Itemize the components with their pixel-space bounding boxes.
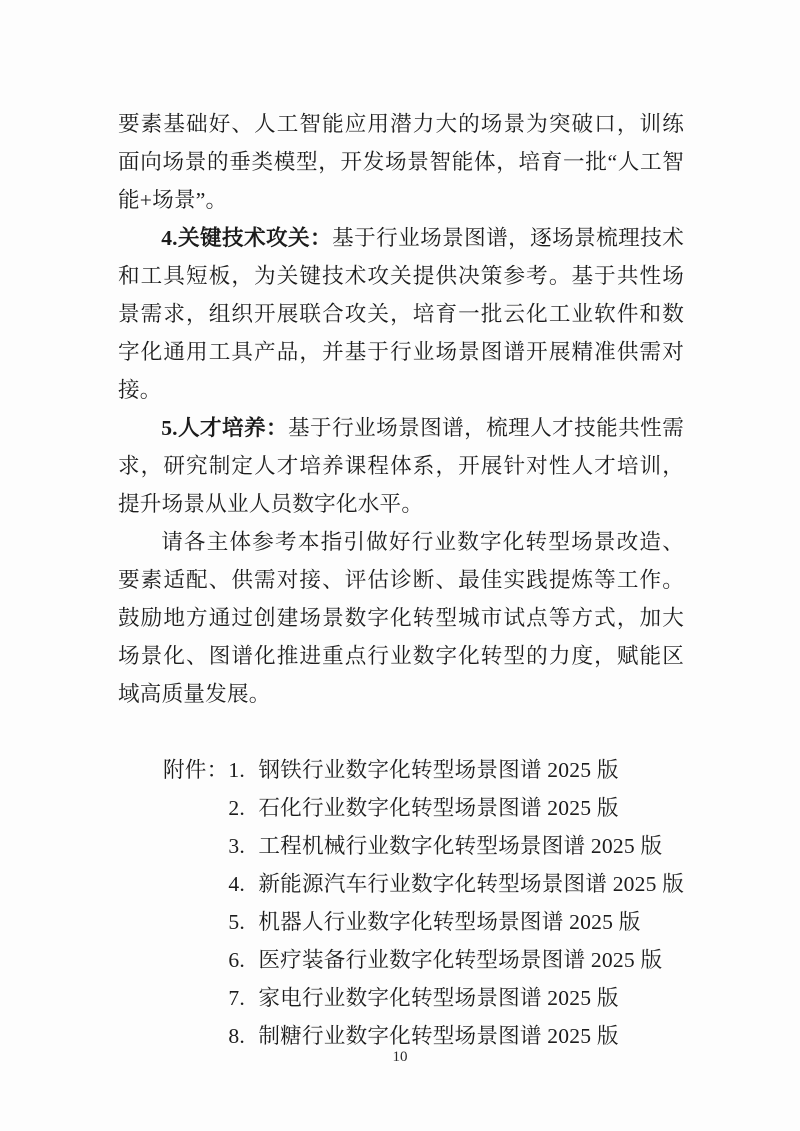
attachment-item xyxy=(228,979,684,1017)
paragraph-closing xyxy=(118,523,684,713)
paragraph-talent-training xyxy=(118,409,684,523)
attachment-number: 4. xyxy=(228,872,245,896)
attachments-list xyxy=(228,751,684,1055)
attachment-title: 家电行业数字化转型场景图谱 2025 版 xyxy=(258,986,619,1010)
attachment-number: 8. xyxy=(228,1024,245,1048)
attachment-title: 制糖行业数字化转型场景图谱 2025 版 xyxy=(258,1024,619,1048)
paragraph-heading-5: 5.人才培养： xyxy=(161,416,289,440)
attachment-number: 1. xyxy=(228,758,245,782)
attachment-item xyxy=(228,789,684,827)
paragraph-text: 基于行业场景图谱，逐场景梳理技术和工具短板，为关键技术攻关提供决策参考。基于共性场景需求，组织开展联合攻关，培育一批云化工业软件和数字化通用工具产品，并基于行业场景图谱开展精准供需对接。 xyxy=(118,226,684,402)
attachment-number: 6. xyxy=(228,948,245,972)
attachment-title: 医疗装备行业数字化转型场景图谱 2025 版 xyxy=(258,948,663,972)
attachment-title: 钢铁行业数字化转型场景图谱 2025 版 xyxy=(258,758,619,782)
paragraph-text: 请各主体参考本指引做好行业数字化转型场景改造、要素适配、供需对接、评估诊断、最佳实践提炼等工作。鼓励地方通过创建场景数字化转型城市试点等方式，加大场景化、图谱化推进重点行业数字化转型的力度，赋能区域高质量发展。 xyxy=(118,530,684,706)
attachment-item xyxy=(228,941,684,979)
paragraph-continuation xyxy=(118,105,684,219)
attachment-number: 2. xyxy=(228,796,245,820)
document-body xyxy=(118,105,684,1055)
attachment-title: 新能源汽车行业数字化转型场景图谱 2025 版 xyxy=(258,872,685,896)
attachment-item xyxy=(228,865,684,903)
attachment-title: 机器人行业数字化转型场景图谱 2025 版 xyxy=(258,910,641,934)
paragraph-text: 基于行业场景图谱，梳理人才技能共性需求，研究制定人才培养课程体系，开展针对性人才培训，提升场景从业人员数字化水平。 xyxy=(118,416,684,516)
attachment-number: 5. xyxy=(228,910,245,934)
paragraph-heading-4: 4.关键技术攻关： xyxy=(161,226,333,250)
attachment-number: 3. xyxy=(228,834,245,858)
attachment-title: 工程机械行业数字化转型场景图谱 2025 版 xyxy=(258,834,663,858)
attachment-item xyxy=(228,903,684,941)
page-number: 10 xyxy=(392,1049,408,1065)
attachment-item xyxy=(228,751,684,789)
paragraph-text: 要素基础好、人工智能应用潜力大的场景为突破口，训练面向场景的垂类模型，开发场景智能体，培育一批“人工智能+场景”。 xyxy=(118,112,684,212)
page-footer xyxy=(0,1048,800,1066)
attachment-item xyxy=(228,827,684,865)
attachments-block xyxy=(118,751,684,1055)
attachments-label: 附件： xyxy=(163,758,229,782)
attachment-number: 7. xyxy=(228,986,245,1010)
attachment-title: 石化行业数字化转型场景图谱 2025 版 xyxy=(258,796,619,820)
paragraph-key-technology xyxy=(118,219,684,409)
